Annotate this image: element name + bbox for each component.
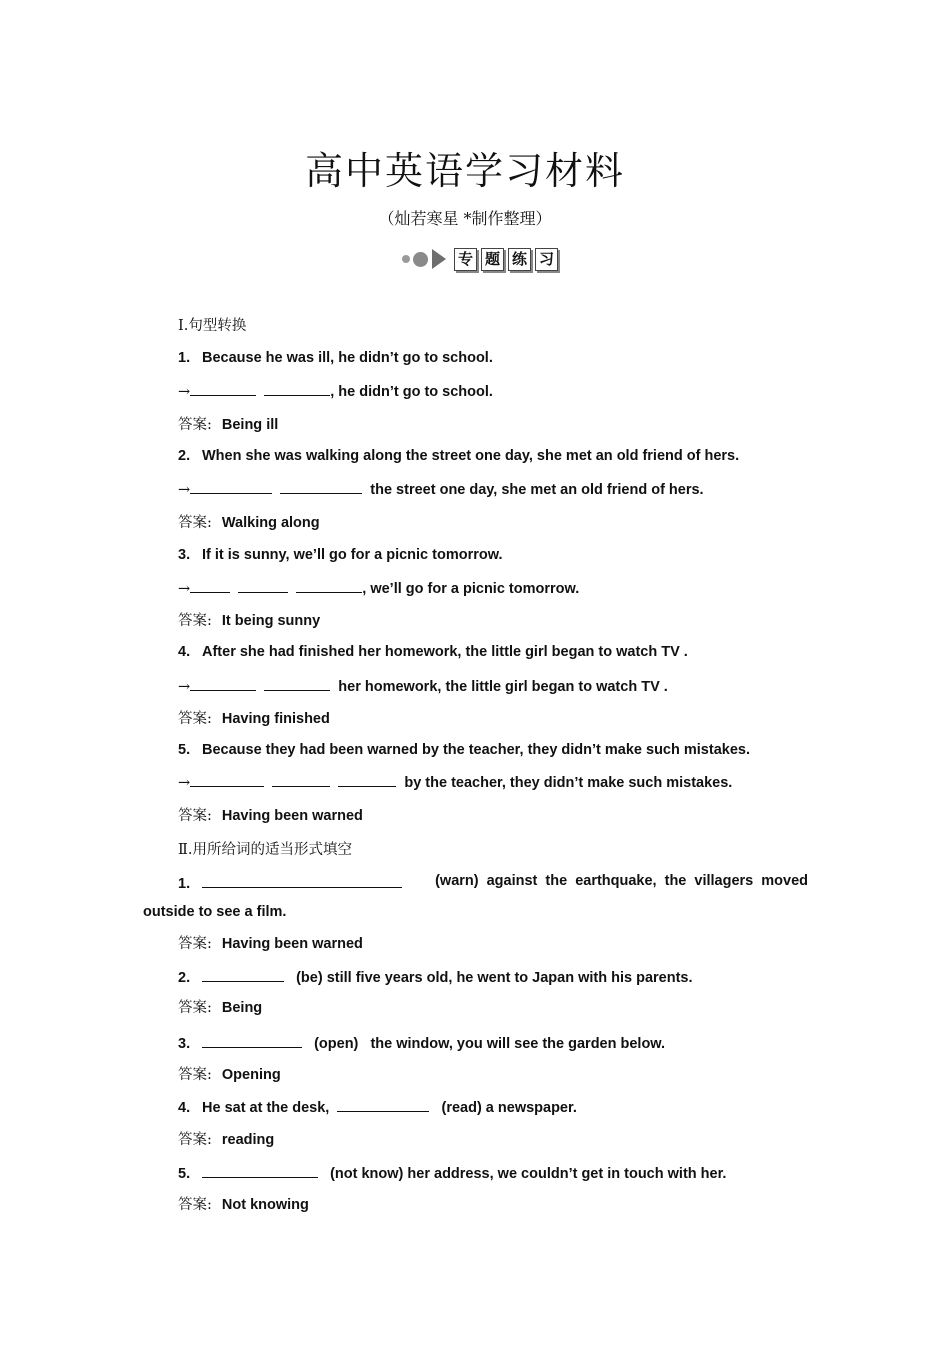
s2-item4-answer: [178, 1128, 274, 1149]
large-dot-icon: [413, 252, 428, 267]
answer-text: It being sunny: [221, 613, 321, 629]
answer-blank[interactable]: [202, 1033, 302, 1048]
answer-blank[interactable]: [190, 381, 256, 396]
answer-blank[interactable]: [202, 873, 402, 888]
answer-text: Having been warned: [221, 936, 363, 952]
answer-label: 答案:: [178, 1000, 212, 1016]
answer-blank[interactable]: [272, 772, 330, 787]
arrow-icon: →: [178, 482, 191, 498]
banner-char: 练: [508, 248, 531, 271]
s2-item3: [178, 1033, 665, 1052]
item-text: (open) the window, you will see the garden below.: [314, 1036, 666, 1052]
answer-blank[interactable]: [264, 676, 330, 691]
answer-blank[interactable]: [190, 479, 272, 494]
item-pre-text: He sat at the desk,: [202, 1100, 330, 1116]
answer-label: 答案:: [178, 936, 212, 952]
answer-label: 答案:: [178, 417, 212, 433]
arrow-icon: →: [178, 384, 191, 400]
arrow-icon: →: [178, 581, 191, 597]
banner-char: 专: [454, 248, 477, 271]
arrow-icon: →: [178, 775, 191, 791]
item-number: 4.: [178, 1100, 191, 1116]
item-number: 5.: [178, 742, 191, 758]
item-number: 3.: [178, 547, 191, 563]
item-number: 4.: [178, 644, 191, 660]
answer-text: reading: [221, 1132, 275, 1148]
rewrite-text: , we’ll go for a picnic tomorrow.: [362, 581, 580, 597]
small-dot-icon: [402, 255, 410, 263]
s2-item5: [178, 1163, 726, 1182]
s1-item3-answer: [178, 609, 320, 630]
s1-item4-rewrite: [178, 676, 668, 695]
s1-item2-rewrite: [178, 479, 704, 498]
banner-char: 题: [481, 248, 504, 271]
item-number: 5.: [178, 1166, 191, 1182]
answer-blank[interactable]: [280, 479, 362, 494]
s1-item5-prompt: [178, 742, 750, 758]
answer-label: 答案:: [178, 1132, 212, 1148]
answer-text: Being ill: [221, 417, 279, 433]
answer-text: Walking along: [221, 515, 320, 531]
s1-item2-answer: [178, 511, 320, 532]
topic-banner: [402, 244, 558, 274]
item-text: (not know) her address, we couldn’t get in touch with her.: [330, 1166, 727, 1182]
s1-item1-prompt: [178, 350, 493, 366]
section1-heading: Ⅰ.句型转换: [178, 318, 247, 334]
s1-item1-rewrite: [178, 381, 493, 400]
s1-item3-prompt: [178, 547, 503, 563]
answer-blank[interactable]: [296, 578, 362, 593]
s2-item1-line1: [178, 873, 808, 892]
answer-blank[interactable]: [337, 1097, 429, 1112]
s1-item2-prompt: [178, 448, 739, 464]
answer-blank[interactable]: [190, 676, 256, 691]
answer-label: 答案:: [178, 613, 212, 629]
s2-item5-answer: [178, 1193, 309, 1214]
s2-item1-line2: outside to see a film.: [143, 904, 287, 920]
item-number: 1.: [178, 876, 191, 892]
arrow-right-icon: [432, 249, 446, 269]
answer-blank[interactable]: [190, 578, 230, 593]
banner-char: 习: [535, 248, 558, 271]
answer-text: Having been warned: [221, 808, 363, 824]
answer-blank[interactable]: [264, 381, 330, 396]
answer-label: 答案:: [178, 711, 212, 727]
rewrite-text: by the teacher, they didn’t make such mistakes.: [404, 775, 733, 791]
prompt-text: Because they had been warned by the teacher, they didn’t make such mistakes.: [202, 742, 750, 758]
answer-blank[interactable]: [202, 1163, 318, 1178]
item-text: (warn) against the earthquake, the villagers moved: [435, 873, 808, 889]
s2-item3-answer: [178, 1063, 281, 1084]
item-number: 2.: [178, 970, 191, 986]
answer-label: 答案:: [178, 1197, 212, 1213]
item-number: 1.: [178, 350, 191, 366]
answer-blank[interactable]: [338, 772, 396, 787]
banner-label: [454, 248, 558, 271]
s2-item2: [178, 967, 693, 986]
rewrite-text: , he didn’t go to school.: [330, 384, 493, 400]
s1-item5-rewrite: [178, 772, 732, 791]
prompt-text: When she was walking along the street one day, she met an old friend of hers.: [202, 448, 740, 464]
item-text: (read) a newspaper.: [441, 1100, 577, 1116]
prompt-text: After she had finished her homework, the little girl began to watch TV .: [202, 644, 688, 660]
answer-label: 答案:: [178, 808, 212, 824]
rewrite-text: her homework, the little girl began to watch TV .: [338, 679, 668, 695]
page-subtitle: （灿若寒星 *制作整理）: [378, 209, 552, 228]
s2-item2-answer: [178, 996, 262, 1017]
s1-item4-answer: [178, 707, 330, 728]
section2-heading: Ⅱ.用所给词的适当形式填空: [178, 842, 352, 858]
s1-item4-prompt: [178, 644, 688, 660]
s2-item1-answer: [178, 932, 363, 953]
answer-text: Opening: [221, 1067, 281, 1083]
rewrite-text: the street one day, she met an old friend of hers.: [370, 482, 704, 498]
s1-item5-answer: [178, 804, 363, 825]
answer-text: Not knowing: [221, 1197, 309, 1213]
arrow-icon: →: [178, 679, 191, 695]
page-title: 高中英语学习材料: [304, 149, 625, 193]
answer-blank[interactable]: [190, 772, 264, 787]
s1-item3-rewrite: [178, 578, 579, 597]
prompt-text: Because he was ill, he didn’t go to school.: [202, 350, 493, 366]
s2-item4: [178, 1097, 577, 1116]
s1-item1-answer: [178, 413, 278, 434]
answer-label: 答案:: [178, 1067, 212, 1083]
answer-label: 答案:: [178, 515, 212, 531]
answer-text: Being: [221, 1000, 263, 1016]
prompt-text: If it is sunny, we’ll go for a picnic tomorrow.: [202, 547, 503, 563]
answer-blank[interactable]: [238, 578, 288, 593]
answer-blank[interactable]: [202, 967, 284, 982]
item-number: 2.: [178, 448, 191, 464]
answer-text: Having finished: [221, 711, 330, 727]
item-text: (be) still five years old, he went to Japan with his parents.: [296, 970, 693, 986]
item-number: 3.: [178, 1036, 191, 1052]
